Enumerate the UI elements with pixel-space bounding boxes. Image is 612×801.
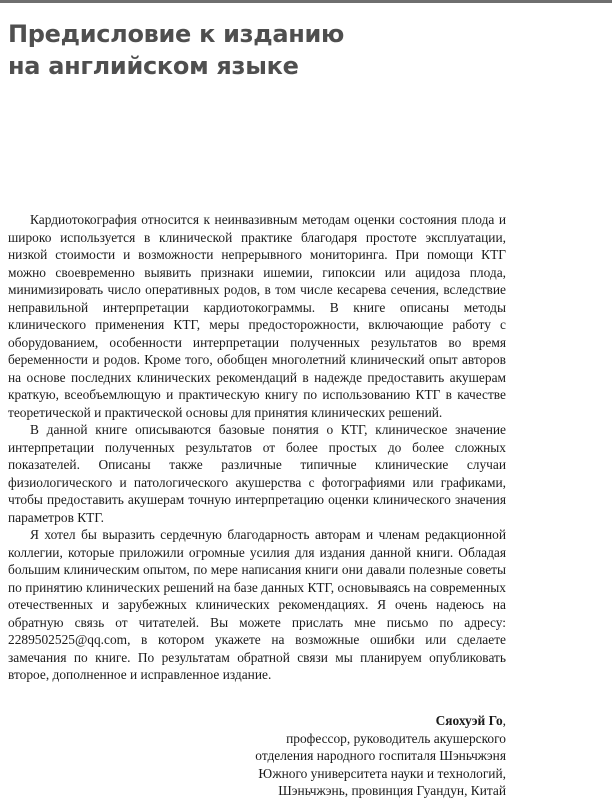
paragraph-3: Я хотел бы выразить сердечную благодарность авторам и членам редакционной коллегии, которые приложили огромные усилия для издания данной книги. Обладая большим клиническим опытом, по мере написания книги они давали полезные советы по принятию клинических решений на базе данных КТГ, основываясь на современных отечественных и зарубежных клинических рекомендациях. Я очень надеюсь на обратную связь от читателей. Вы можете прислать мне письмо по адресу: 2289502525@qq.com, в котором укажете на возможные ошибки или сделаете замечания по книге. По результатам обратной связи мы планируем опубликовать второе, дополненное и исправленное издание. [8, 527, 506, 682]
chapter-title-line-2: на английском языке [8, 52, 299, 80]
body-text [8, 211, 506, 684]
author-position: профессор, руководитель акушерского [286, 730, 506, 746]
paragraph-1: Кардиотокография относится к неинвазивным методам оценки состояния плода и широко используется в клинической практике благодаря простоте эксплуатации, низкой стоимости и возможности непрерывного мониторинга. При помощи КТГ можно своевременно выявить признаки ишемии, гипоксии или ацидоза плода, минимизировать число оперативных родов, в том числе кесарева сечения, вследствие неправильной интерпретации кардиотокограммы. В книге описаны методы клинического применения КТГ, меры предосторожности, включающие работу с оборудованием, особенности интерпретации полученных результатов во время беременности и родов. Кроме того, обобщен многолетний клинический опыт авторов на основе последних клинических рекомендаций в надежде предоставить акушерам краткую, всеобъемлющую и практическую книгу по использованию КТГ в качестве теоретической и практической основы для принятия клинических решений. [8, 212, 506, 420]
chapter-title-line-1: Предисловие к изданию [8, 20, 345, 48]
paragraph-2: В данной книге описываются базовые понятия о КТГ, клиническое значение интерпретации полученных результатов от более простых до более сложных показателей. Описаны также различные типичные клинические случаи физиологического и патологического акушерства с фотографиями или графиками, чтобы предоставить акушерам точную интерпретацию оценки клинического значения параметров КТГ. [8, 422, 506, 525]
author-line: Сяохуэй Го, [435, 713, 506, 728]
author-university: Южного университета науки и технологий, [258, 765, 506, 781]
chapter-title [8, 18, 344, 82]
signature-block [255, 712, 506, 800]
top-rule [0, 0, 612, 3]
author-department: отделения народного госпиталя Шэньчжэня [255, 748, 506, 763]
author-name: Сяохуэй Го [435, 713, 503, 728]
author-location: Шэньчжэнь, провинция Гуандун, Китай [278, 783, 506, 798]
